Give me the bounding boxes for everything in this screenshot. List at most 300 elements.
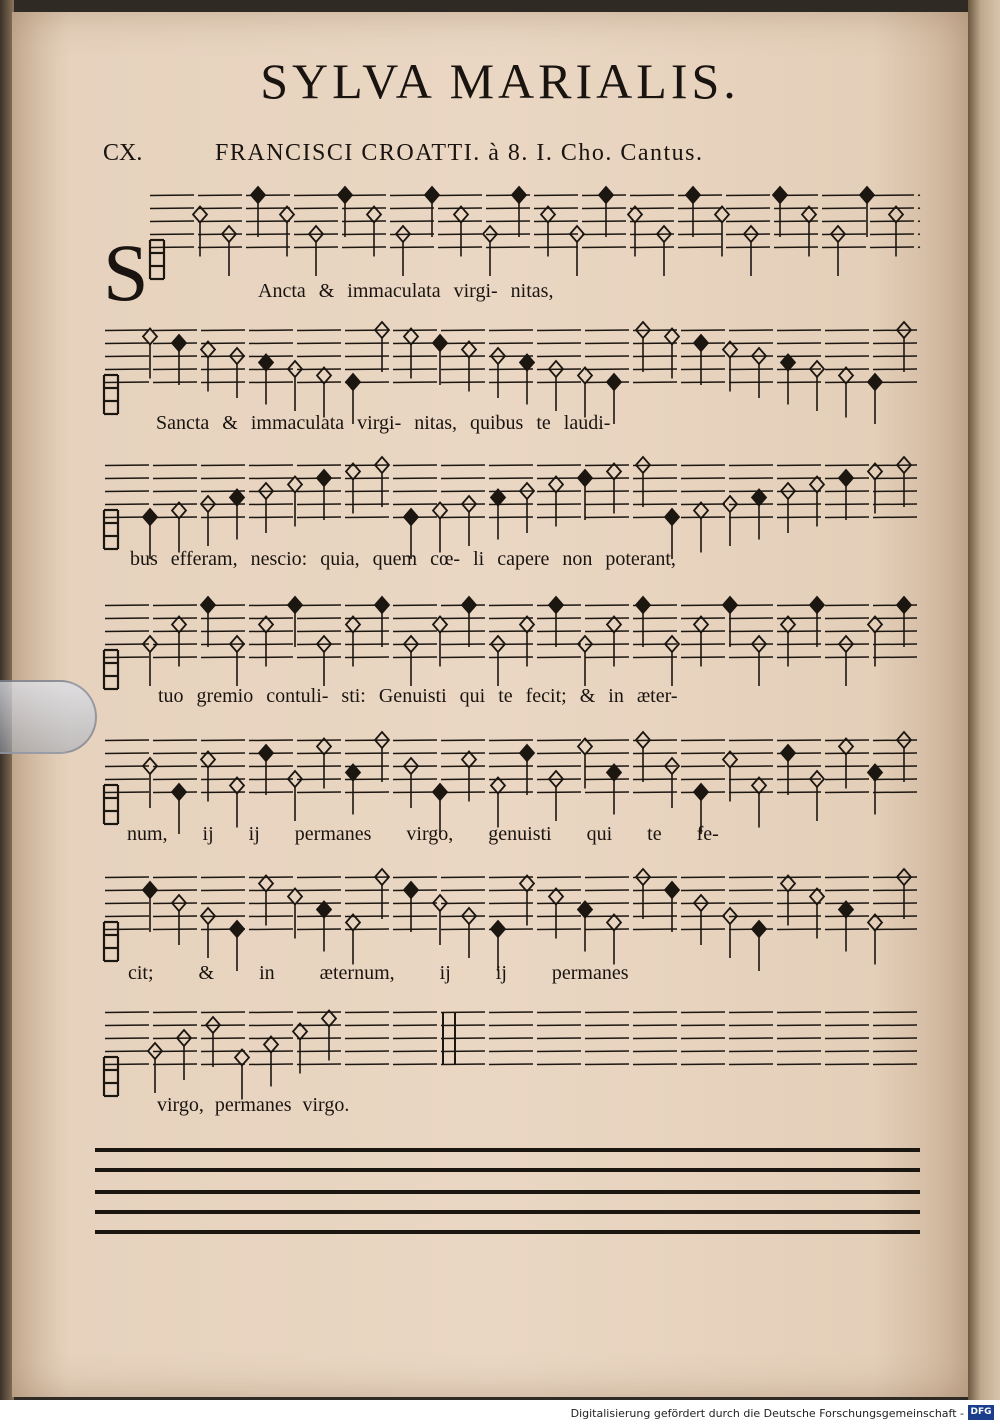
staff-line [153,877,197,878]
staff-line [297,605,341,606]
staff-line [489,1025,533,1026]
staff-line [729,740,773,741]
staff-line [153,465,197,466]
staff-line [294,195,338,196]
staff-line [105,903,149,904]
note-head [665,329,679,345]
staff-line [153,605,197,606]
note-head [172,784,186,800]
staff-line [633,465,677,466]
staff-line [729,1012,773,1013]
staff-line [105,631,149,632]
staff-line [249,631,293,632]
staff-line [537,1025,581,1026]
note-head [251,187,265,203]
staff-line [633,491,677,492]
staff-line [681,605,725,606]
staff-line [441,465,485,466]
staff-line [777,903,821,904]
note-head [520,355,534,371]
staff-line [249,644,293,645]
staff-line [249,343,293,344]
staff-line [393,605,437,606]
staff-line [150,247,194,248]
staff-line [441,618,485,619]
note-head [425,187,439,203]
staff-line [297,766,341,767]
note-head [607,374,621,390]
staff-line [585,890,629,891]
staff-line [249,1012,293,1013]
staff-line [297,517,341,518]
staff-line [105,779,149,780]
staff-line [249,1025,293,1026]
staff-line [297,644,341,645]
staff-line [105,1012,149,1013]
staff-line [825,766,869,767]
staff-line [201,1025,245,1026]
staff-line [825,657,869,658]
staff-line [153,753,197,754]
staff-line [249,491,293,492]
staff-line [390,208,434,209]
staff-line [678,208,722,209]
staff-line [729,343,773,344]
staff-line [297,1064,341,1065]
staff-line [345,330,389,331]
staff-line [198,208,242,209]
staff-line [393,753,437,754]
staff-line [825,631,869,632]
staff-line [489,1012,533,1013]
staff-line [153,478,197,479]
staff-line [297,382,341,383]
staff-line [297,929,341,930]
staff-line [681,330,725,331]
staff-line [105,605,149,606]
staff-line [537,753,581,754]
staff-line [873,356,917,357]
staff-line [585,369,629,370]
staff-line [390,247,434,248]
staff-line [873,1012,917,1013]
staff-line [873,1064,917,1065]
staff-line [441,753,485,754]
staff-line [873,1051,917,1052]
piece-number: CX. [103,140,143,166]
staff-line [630,247,674,248]
staff-line [873,890,917,891]
note-head [810,889,824,905]
note-head [346,374,360,390]
staff-line [297,1012,341,1013]
staff-line [153,890,197,891]
staff-line [633,916,677,917]
staff-line [345,792,389,793]
staff-line [342,208,386,209]
staff-line [153,631,197,632]
staff-line [201,1012,245,1013]
staff-line [537,929,581,930]
staff-line [777,1064,821,1065]
staff-line [681,929,725,930]
staff-line [441,779,485,780]
note-head [520,745,534,761]
staff-line [153,657,197,658]
staff-line [153,491,197,492]
staff-line [393,929,437,930]
staff-line [873,779,917,780]
staff-line [822,208,866,209]
staff-line [537,465,581,466]
note-head [512,187,526,203]
staff-line [249,792,293,793]
staff-line [393,740,437,741]
staff-line [777,369,821,370]
staff-line [585,740,629,741]
staff-line [441,1064,485,1065]
note-head [773,187,787,203]
note-head [549,597,563,613]
staff-line [489,740,533,741]
staff-line [153,779,197,780]
staff-line [537,382,581,383]
staff-line [246,221,290,222]
staff-line [729,1025,773,1026]
staff-line [297,343,341,344]
staff-line [105,916,149,917]
note-head [375,597,389,613]
staff-line [201,1038,245,1039]
staff-line [777,792,821,793]
staff-line [873,631,917,632]
staff-line [249,740,293,741]
staff-line [537,916,581,917]
staff-line [825,491,869,492]
staff-line [582,221,626,222]
note-head [230,778,244,794]
staff-line [489,330,533,331]
note-head [868,374,882,390]
staff-line [393,478,437,479]
staff-line [297,504,341,505]
staff-line [105,1038,149,1039]
staff-line [201,890,245,891]
staff-line [537,657,581,658]
staff-line [873,1038,917,1039]
note-head [723,597,737,613]
staff-line [438,247,482,248]
staff-line [873,903,917,904]
staff-line [633,779,677,780]
staff-line [633,877,677,878]
staff-line [585,1038,629,1039]
staff-line [393,491,437,492]
staff-line [393,766,437,767]
staff-line [393,631,437,632]
staff-line [537,644,581,645]
staff-line [249,1038,293,1039]
staff-line [297,465,341,466]
staff-line [249,478,293,479]
staff-line [393,903,437,904]
staff-line [393,644,437,645]
staff-line [873,478,917,479]
staff-line [585,343,629,344]
staff-line [345,877,389,878]
staff-line [441,356,485,357]
note-head [520,617,534,633]
staff-line [486,208,530,209]
digitization-credit: Digitalisierung gefördert durch die Deutsche Forschungsgemeinschaft - [570,1407,964,1420]
staff-line [633,929,677,930]
staff-line [585,903,629,904]
staff-line [105,1064,149,1065]
staff-line [534,208,578,209]
staff-line [537,517,581,518]
staff-line [537,1012,581,1013]
staff-line [249,890,293,891]
note-head [694,335,708,351]
staff-line [582,234,626,235]
lyric-line-7: virgo, permanes virgo. [157,1094,350,1116]
staff-line [777,356,821,357]
note-head [491,921,505,937]
staff-line [105,465,149,466]
staff-line [153,356,197,357]
staff-line [153,1012,197,1013]
staff-line [681,382,725,383]
note-head [665,509,679,525]
staff-line [441,517,485,518]
staff-line [729,382,773,383]
staff-line [393,330,437,331]
staff-line [534,221,578,222]
staff-line [585,1025,629,1026]
staff-line [777,644,821,645]
note-head [404,509,418,525]
staff-line [873,766,917,767]
staff-line [249,330,293,331]
staff-line [441,644,485,645]
staff-line [294,234,338,235]
staff-line [729,465,773,466]
staff-line [249,779,293,780]
staff-line [249,356,293,357]
staff-line [294,208,338,209]
staff-line [729,517,773,518]
staff-line [153,330,197,331]
staff-line [726,247,770,248]
staff-line [537,890,581,891]
staff-line [582,247,626,248]
staff-line [681,1012,725,1013]
staff-line [297,491,341,492]
staff-line [201,657,245,658]
staff-line [249,916,293,917]
staff-line [585,1051,629,1052]
staff-line [393,1012,437,1013]
lyric-line-6: cit; & in æternum, ij ij permanes [128,962,629,984]
staff-line [633,1025,677,1026]
staff-line [774,247,818,248]
staff-line [105,740,149,741]
staff-line [777,343,821,344]
staff-line [777,330,821,331]
note-head [172,335,186,351]
staff-line [633,657,677,658]
staff-line [825,877,869,878]
staff-line [729,1064,773,1065]
staff-line [777,929,821,930]
staff-line [441,1012,485,1013]
staff-line [441,766,485,767]
staff-line [585,753,629,754]
staff-line [633,753,677,754]
staff-line [918,208,920,209]
staff-line [441,491,485,492]
staff-line [729,330,773,331]
note-head [752,921,766,937]
staff-line [681,657,725,658]
staff-line [537,766,581,767]
staff-line [777,766,821,767]
staff-line [441,657,485,658]
staff-line [825,929,869,930]
staff-line [537,1051,581,1052]
staff-line [105,618,149,619]
staff-line [342,234,386,235]
staff-line [249,618,293,619]
note-head [259,745,273,761]
staff-line [441,478,485,479]
staff-line [489,478,533,479]
page-title: SYLVA MARIALIS. [260,53,740,109]
note-head [897,597,911,613]
staff-line [681,753,725,754]
staff-line [729,618,773,619]
staff-line [681,1051,725,1052]
staff-line [633,903,677,904]
note-head [636,597,650,613]
staff-line [537,631,581,632]
staff-line [201,740,245,741]
staff-line [873,491,917,492]
staff-line [489,1064,533,1065]
staff-line [678,247,722,248]
staff-line [918,247,920,248]
staff-line [198,247,242,248]
staff-line [537,491,581,492]
staff-line [633,369,677,370]
staff-line [777,618,821,619]
staff-line [201,330,245,331]
staff-line [438,195,482,196]
staff-line [537,877,581,878]
staff-line [825,779,869,780]
staff-line [681,465,725,466]
staff-line [873,369,917,370]
staff-line [633,792,677,793]
staff-line [537,740,581,741]
staff-line [633,356,677,357]
staff-line [825,330,869,331]
staff-line [777,779,821,780]
staff-line [870,208,914,209]
staff-line [345,740,389,741]
staff-line [537,356,581,357]
staff-line [297,753,341,754]
staff-line [630,234,674,235]
note-head [338,187,352,203]
staff-line [585,631,629,632]
staff-line [681,1064,725,1065]
staff-line [825,1012,869,1013]
staff-line [873,657,917,658]
staff-line [345,1012,389,1013]
staff-line [297,779,341,780]
staff-line [249,766,293,767]
staff-line [345,1064,389,1065]
staff-line [489,605,533,606]
staff-line [393,1038,437,1039]
note-head [665,882,679,898]
staff-line [873,343,917,344]
staff-line [633,504,677,505]
note-head [143,882,157,898]
staff-line [681,903,725,904]
note-head [810,477,824,493]
staff-line [585,356,629,357]
staff-line [105,382,149,383]
note-head [235,1050,249,1066]
staff-line [678,234,722,235]
staff-line [489,465,533,466]
staff-line [393,465,437,466]
staff-line [681,1038,725,1039]
staff-line [681,356,725,357]
staff-line [873,504,917,505]
staff-line [249,382,293,383]
staff-line [105,1025,149,1026]
staff-line [393,792,437,793]
staff-line [105,330,149,331]
staff-line [393,369,437,370]
staff-line [105,369,149,370]
note-head [599,187,613,203]
note-head [839,470,853,486]
staff-line [246,247,290,248]
note-head [781,745,795,761]
lyric-line-1: Ancta & immaculata virgi- nitas, [258,280,554,302]
note-head [578,470,592,486]
staff-line [681,877,725,878]
staff-line [393,343,437,344]
staff-line [681,644,725,645]
staff-line [153,766,197,767]
staff-line [870,195,914,196]
staff-line [777,465,821,466]
staff-line [534,195,578,196]
staff-line [393,356,437,357]
staff-line [297,631,341,632]
staff-line [633,1051,677,1052]
staff-line [729,1051,773,1052]
staff-line [249,657,293,658]
staff-line [537,369,581,370]
staff-line [153,1051,197,1052]
note-head [433,335,447,351]
